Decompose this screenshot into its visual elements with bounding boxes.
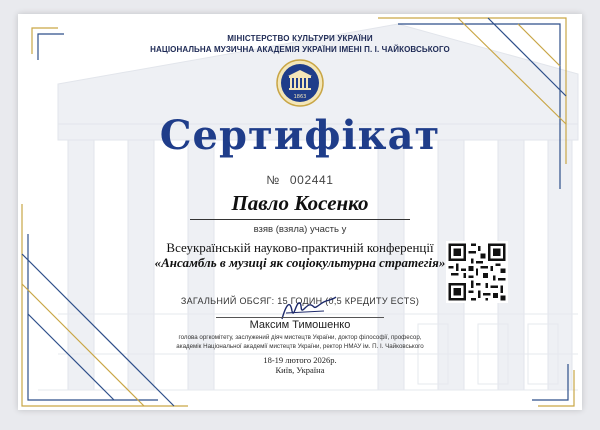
signer-position-line-1: голова оргкомітету, заслужений діяч мистецтв України, доктор філософії, професор, <box>178 334 422 341</box>
conference-title: «Ансамбль в музиці як соціокультурна стратегія» <box>154 255 446 270</box>
emblem-year: 1863 <box>293 94 307 100</box>
certificate-page <box>18 14 582 410</box>
signer-position-line-2: академік Національної академії мистецтв України, ректор НМАУ ім. П. І. Чайковського <box>176 342 424 350</box>
event-dates: 18-19 лютого 2026р. <box>263 355 337 365</box>
qr-code <box>446 241 508 303</box>
signer-name: Максим Тимошенко <box>249 319 351 331</box>
participation-text: взяв (взяла) участь у <box>253 224 347 235</box>
total-volume: ЗАГАЛЬНИЙ ОБСЯГ: 15 ГОДИН (0,5 КРЕДИТУ ECTS) <box>180 296 420 306</box>
certificate-number-row <box>18 173 582 187</box>
signature-line <box>216 317 384 318</box>
frame-top-right-diagonal-2 <box>488 18 566 96</box>
ministry-heading: МІНІСТЕРСТВО КУЛЬТУРИ УКРАЇНИ <box>227 34 373 43</box>
recipient-name: Павло Косенко <box>231 191 369 215</box>
certificate-number: 002441 <box>289 173 334 187</box>
signer-position <box>18 334 582 351</box>
academy-heading: НАЦІОНАЛЬНА МУЗИЧНА АКАДЕМІЯ УКРАЇНИ ІМЕНІ П. І. ЧАЙКОВСЬКОГО <box>150 45 450 54</box>
event-city: Київ, Україна <box>275 365 325 375</box>
conference-type: Всеукраїнській науково-практичній конференції <box>166 240 434 255</box>
number-label: № <box>266 173 280 187</box>
academy-emblem-icon <box>276 59 324 107</box>
recipient-underline <box>190 219 410 220</box>
certificate-title: Сертифікат <box>159 112 441 159</box>
